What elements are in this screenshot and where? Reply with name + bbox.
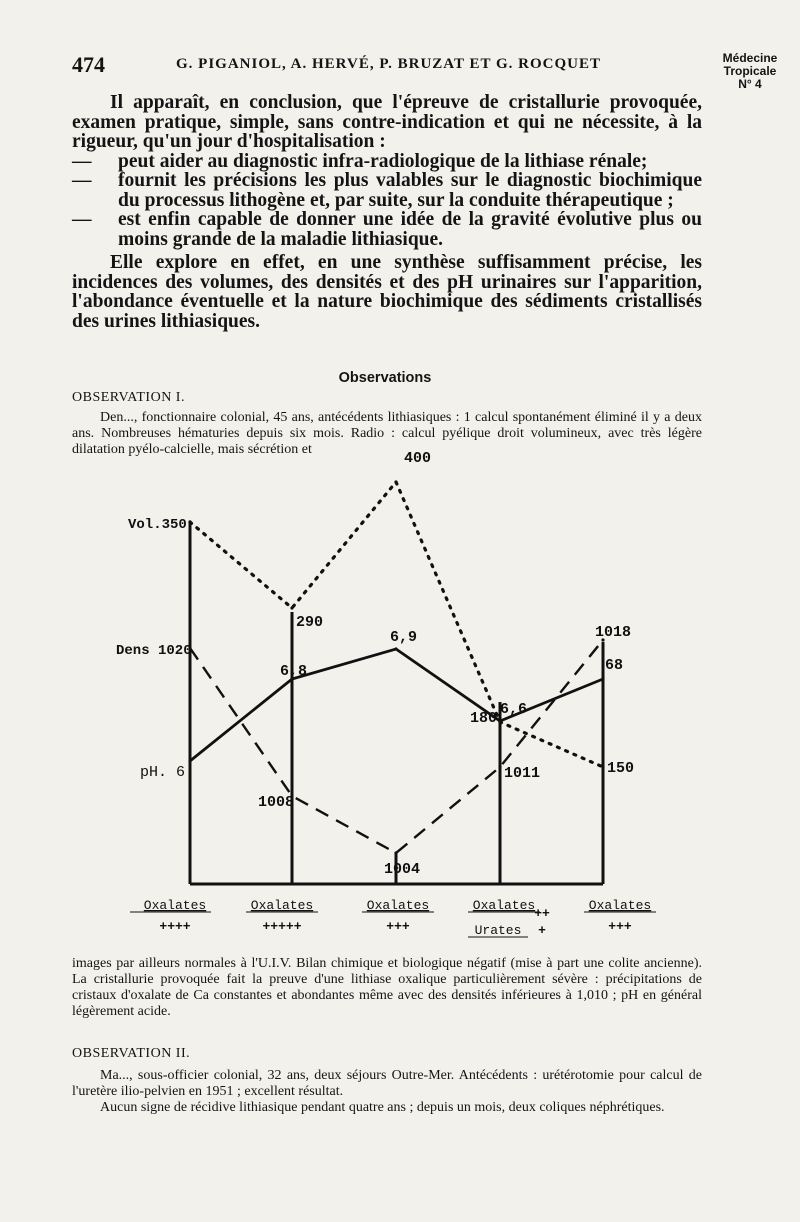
dash-mark: — [72, 209, 92, 230]
observation-1-heading: OBSERVATION I. [72, 390, 185, 405]
observation-2-para-1: Ma..., sous-officier colonial, 32 ans, deux séjours Outre-Mer. Antécédents : urétérotomie pour calcul de l'uretère ilio-pelvien en 1951 ; excellent résultat. [72, 1068, 702, 1099]
journal-label [712, 52, 788, 91]
page-header [72, 52, 788, 96]
crystal-label: Oxalates [143, 898, 207, 913]
journal-line-1: Médecine [722, 51, 778, 65]
conclusion-bullet-2 [72, 171, 702, 210]
crystal-level: +++ [386, 919, 410, 934]
observation-1-para-2: images par ailleurs normales à l'U.I.V. Bilan chimique et biologique négatif (mise à part une colite ancienne). La cristallurie provoquée fait la preuve d'une lithiase oxalique particulièrement sévère : précipitations de cristaux d'oxalate de Ca constantes et abondantes même avec des densités inférieures à 1,010 ; pH en général légèrement acide. [72, 956, 702, 1019]
crystal-label: Oxalates [588, 898, 652, 913]
journal-line-3: N° 4 [738, 77, 762, 91]
series-line-density [190, 640, 603, 853]
conclusion-intro: Il apparaît, en conclusion, que l'épreuve de cristallurie provoquée, examen pratique, simple, sans contre-indication et qui ne nécessite, à la rigueur, qu'un jour d'hospitalisation : [72, 92, 702, 152]
chart-labels-layer [116, 450, 634, 878]
conclusion-bullet-3 [72, 210, 702, 249]
dash-mark: — [72, 150, 92, 172]
data-point-volume [290, 606, 293, 609]
axis-label-ph: pH. 6 [140, 764, 186, 781]
axis-label-density: Dens 1020 [116, 643, 192, 659]
observation-2-heading: OBSERVATION II. [72, 1046, 191, 1061]
chart-series-layer [188, 480, 604, 854]
data-label-density: 1018 [595, 624, 632, 641]
crystal-level: +++ [608, 919, 632, 934]
data-point-ph [601, 677, 604, 680]
bullet-2-text: fournit les précisions les plus valables sur le diagnostic biochimique du processus lithogène et, par suite, sur la conduite thérapeutique ; [118, 170, 702, 211]
crystal-label: Oxalates [366, 898, 430, 913]
crystal-extra-level: + [538, 923, 546, 938]
crystal-level: ++ [534, 906, 550, 921]
dash-mark: — [72, 170, 92, 191]
running-head-authors: G. PIGANIOL, A. HERVÉ, P. BRUZAT ET G. ROCQUET [176, 56, 601, 72]
data-label-volume: 180 [470, 710, 498, 727]
data-label-volume: 400 [404, 450, 432, 467]
series-line-ph [190, 649, 603, 761]
observation-1-text-after [72, 956, 702, 1020]
data-point-density [498, 765, 501, 768]
crystal-label: Oxalates [472, 898, 536, 913]
observation-1-text-before [72, 410, 702, 458]
observation-2-text [72, 1068, 702, 1116]
data-label-ph: 68 [605, 657, 624, 674]
data-point-ph [498, 719, 501, 722]
data-point-volume [394, 480, 397, 483]
crystal-labels-layer [130, 898, 656, 938]
data-point-ph [188, 759, 191, 762]
crystal-extra-label: Urates [474, 923, 522, 938]
data-label-volume: 290 [296, 614, 324, 631]
axis-label-volume: Vol.350 [128, 517, 187, 533]
observation-2-para-2: Aucun signe de récidive lithiasique pendant quatre ans ; depuis un mois, deux coliques néphrétiques. [100, 1100, 665, 1115]
data-point-density [394, 851, 397, 854]
bullet-1-text: peut aider au diagnostic infra-radiologique de la lithiase rénale; [118, 150, 648, 172]
crystal-level: +++++ [262, 919, 302, 934]
conclusion-bullet-1 [72, 152, 702, 172]
data-label-volume: 150 [607, 760, 635, 777]
data-label-ph: 6,6 [500, 701, 528, 718]
conclusion-paragraph-2: Elle explore en effet, en une synthèse suffisamment précise, les incidences des volumes, des densités et des pH urinaires sur l'apparition, l'abondance éventuelle et la nature biochimique des sédiments cristallisés des urines lithiasiques. [72, 252, 702, 332]
page-number: 474 [72, 52, 105, 77]
data-label-density: 1008 [258, 794, 295, 811]
data-point-ph [394, 647, 397, 650]
observation-1-para-1: Den..., fonctionnaire colonial, 45 ans, antécédents lithiasiques : 1 calcul spontanément éliminé il y a deux ans. Nombreuses hématuries depuis six mois. Radio : calcul pyélique droit volumineux, avec très légère dilatation pyélo-calcielle, mais sécrétion et [72, 410, 702, 457]
section-title: Observations [338, 370, 432, 386]
journal-line-2: Tropicale [723, 64, 777, 78]
data-point-volume [188, 520, 191, 523]
data-label-ph: 6,8 [280, 663, 308, 680]
data-label-density: 1004 [384, 861, 421, 878]
series-line-volume [190, 482, 603, 767]
crystal-level: ++++ [159, 919, 191, 934]
data-label-density: 1011 [504, 765, 541, 782]
bullet-3-text: est enfin capable de donner une idée de la gravité évolutive plus ou moins grande de la maladie lithiasique. [118, 209, 702, 250]
data-label-ph: 6,9 [390, 629, 418, 646]
conclusion-block [72, 93, 702, 331]
crystal-label: Oxalates [250, 898, 314, 913]
crystalluria-chart [0, 450, 800, 952]
data-point-volume [601, 765, 604, 768]
